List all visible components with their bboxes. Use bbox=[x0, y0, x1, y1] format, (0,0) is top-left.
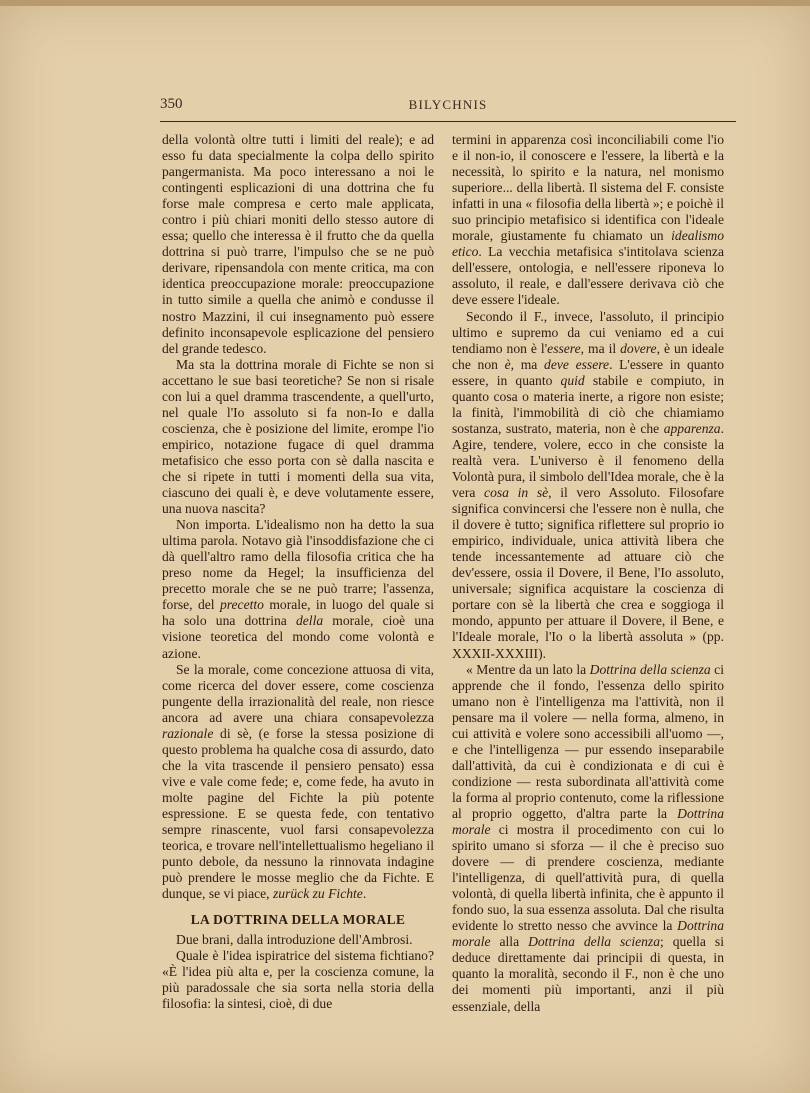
paragraph bbox=[452, 309, 724, 662]
left-column bbox=[162, 132, 434, 1013]
paragraph-text: Se la morale, come concezione attuosa di vita, come ricerca del dover essere, come coscienza pungente della irrazionalità del reale, non riesce ancora ad avere una chiara consapevolezza bbox=[162, 661, 434, 725]
italic-text: idealismo etico bbox=[452, 228, 724, 260]
paragraph-text: Non importa. L'idealismo non ha detto la sua ultima parola. Notavo già l'insoddisfazione che ci dà quell'altro ramo della filosofia critica che ha preso nome da Hegel; la insufficienza del precetto morale che se ne può trarre; l'assenza, forse, del bbox=[162, 517, 434, 613]
paragraph bbox=[452, 662, 724, 1015]
paragraph bbox=[162, 132, 434, 357]
right-column bbox=[452, 132, 724, 1015]
italic-text: deve essere bbox=[544, 356, 610, 372]
paragraph-text: Quale è l'idea ispiratrice del sistema fichtiano? «È l'idea più alta e, per la coscienza comune, la più paradossale che sia sorta nella storia della filosofia: la sintesi, cioè, di due bbox=[162, 948, 434, 1012]
paragraph bbox=[162, 662, 434, 903]
italic-text: apparenza bbox=[663, 420, 721, 436]
paragraph-text: . bbox=[362, 886, 367, 902]
italic-text: quid bbox=[560, 372, 585, 388]
paragraph-text: della volontà oltre tutti i limiti del reale); e ad esso fu data specialmente la colpa dello spirito pangermanista. Ma poco interessano a noi le contingenti esplicazioni di una dottrina che fu forse male compresa e certo male applicata, contro i più chiari moniti dello stesso autore di essa; quello che interessa è il frutto che da quella dottrina si può trarre, l'impulso che se ne può derivare, ripensandola con mente critica, ma con identica preoccupazione morale: preoccupazione in tutto simile a quella che animò e condusse il nostro Mazzini, il cui insegnamento può essere definito inconsapevole esplicazione del pensiero del grande tedesco. bbox=[162, 132, 434, 356]
paragraph-text: alla bbox=[490, 934, 529, 950]
paragraph-text: . La vecchia metafisica s'intitolava scienza dell'essere, ontologia, e nell'essere riponeva lo assoluto, il reale, e dall'essere derivava ciò che deve essere l'ideale. bbox=[452, 244, 724, 308]
paragraph bbox=[162, 948, 434, 1012]
section-heading: LA DOTTRINA DELLA MORALE bbox=[190, 912, 406, 928]
italic-text: è bbox=[504, 356, 511, 372]
paragraph-text: Secondo il F., invece, l'assoluto, il principio ultimo e supremo da cui veniamo ed a cui tendiamo non è l' bbox=[452, 308, 724, 356]
paragraph-text: « Mentre da un lato la bbox=[466, 661, 590, 677]
page-number: 350 bbox=[160, 96, 183, 112]
paragraph-text: Due brani, dalla introduzione dell'Ambrosi. bbox=[176, 932, 413, 948]
italic-text: Dottrina della scienza bbox=[589, 661, 711, 677]
paragraph-text: ; quella si deduce direttamente dai principii di questa, in quanto la moralità, secondo il F., non è che uno dei momenti più importanti, anzi il più essenziale, della bbox=[452, 934, 724, 1014]
italic-text: cosa in sè bbox=[484, 485, 549, 501]
paragraph bbox=[452, 132, 724, 309]
paragraph-text: ci mostra il procedimento con cui lo spirito umano si sforza — il che è preciso suo dovere — di prendere coscienza, mediante l'intelligenza, di quell'attività pura, di quella volontà, di quella libertà infinita, che è appunto il fondo suo, la sua essenza assoluta. Dal che risulta evidente lo stretto nesso che avvince la bbox=[452, 822, 724, 934]
paragraph-text: . L'essere in quanto essere, in quanto bbox=[452, 356, 725, 388]
paragraph-text: , il vero Assoluto. Filosofare significa convincersi che l'essere non è nulla, che il dovere è tutto; significa riflettere sul proprio io empirico, individuale, unica attività libera che tende incessantemente ad attuare ciò che dev'essere, ossia il Dovere, il Bene, l'Io assoluto, universale; significa acquistare la coscienza di portare con sè la libertà che crea e soggioga il mondo, appunto per attuare il Dovere, il Bene, e l'Ideale morale, l'Io o la libertà assoluta » (pp. XXXII-XXXIII). bbox=[452, 485, 724, 661]
paragraph-text: di sè, (e forse la stessa posizione di questo problema ha qualche cosa di assurdo, dato che la vita trascende il pensiero pensato) essa vive e vale come fede; e, come fede, ha avuto in molte pagine del Fichte la più potente espressione. E se questa fede, con tentativo sempre rinascente, vuol farsi consapevolezza teorica, e trovare nell'intellettualismo hegeliano il punto debole, da nessuno la rinnovata indagine può prendere le mosse meglio che da Fichte. E dunque, se vi piace, bbox=[162, 725, 434, 902]
page-top-edge bbox=[0, 0, 810, 6]
italic-text: razionale bbox=[162, 725, 214, 741]
italic-text: dovere bbox=[620, 340, 657, 356]
paragraph bbox=[162, 932, 434, 948]
paragraph-text: termini in apparenza così inconciliabili come l'io e il non-io, il conoscere e l'essere, la libertà e la necessità, lo spirito e la natura, nel monismo superiore... della libertà. Il sistema del F. consiste infatti in una « filosofia della libertà »; e poichè il suo principio metafisico si identifica con l'ideale morale, giustamente fu chiamato un bbox=[452, 132, 724, 244]
paragraph bbox=[162, 517, 434, 661]
paragraph bbox=[162, 357, 434, 517]
italic-text: essere bbox=[547, 340, 581, 356]
paragraph-text: stabile e compiuto, in quanto cosa o materia inerte, a rigore non esiste; la finità, l'immobilità di ciò che chiamiamo sostanza, sustrato, materia, non è che bbox=[452, 372, 725, 436]
running-title: BILYCHNIS bbox=[408, 97, 488, 112]
paragraph-text: morale, in luogo del quale si ha solo una dottrina bbox=[162, 597, 435, 629]
italic-text: precetto bbox=[219, 597, 264, 613]
italic-text: Dottrina morale bbox=[452, 805, 724, 838]
italic-text: della bbox=[295, 613, 324, 629]
paragraph-text: , ma il bbox=[580, 340, 621, 356]
paragraph-text: morale, cioè una visione teoretica del mondo come volontà e azione. bbox=[162, 613, 434, 661]
paragraph-text: , ma bbox=[510, 356, 545, 372]
paragraph-text: , è un ideale che non bbox=[452, 340, 724, 372]
paragraph-text: ci apprende che il fondo, l'essenza dello spirito umano non è l'intelligenza ma l'attività, non il pensare ma il volere — nella forma, almeno, in cui attività e volere sono accessibili all'uomo —, e che l'intelligenza — pur essendo inseparabile dall'attività, da cui è condizionata e di cui è condizione — resta subordinata all'attività come la forma al proprio contenuto, come la riflessione al proprio oggetto, d'altra parte la bbox=[452, 661, 724, 821]
italic-text: zurück zu Fichte bbox=[272, 886, 363, 902]
italic-text: Dottrina della scienza bbox=[528, 934, 661, 950]
paragraph-text: Ma sta la dottrina morale di Fichte se non si accettano le sue basi teoretiche? Se non si risale con lui a quel dramma trascendente, a quell'urto, nel quale l'Io assoluto si fa non-Io e dalla coscienza, che è posizione del limite, erompe l'io empirico, notazione fugace di quel dramma metafisico che esso porta con sè dalla nascita e che si ripete in tutti i momenti della sua vita, ciascuno dei quali è, e deve volutamente essere, una nuova nascita? bbox=[162, 356, 434, 517]
italic-text: Dottrina morale bbox=[452, 918, 724, 950]
paragraph-text: . Agire, tendere, volere, ecco in che consiste la realtà vera. L'universo è il fenomeno della Volontà pura, il simbolo dell'Idea morale, che è la vera bbox=[452, 420, 724, 501]
page-header bbox=[160, 96, 736, 118]
header-rule bbox=[160, 121, 736, 122]
